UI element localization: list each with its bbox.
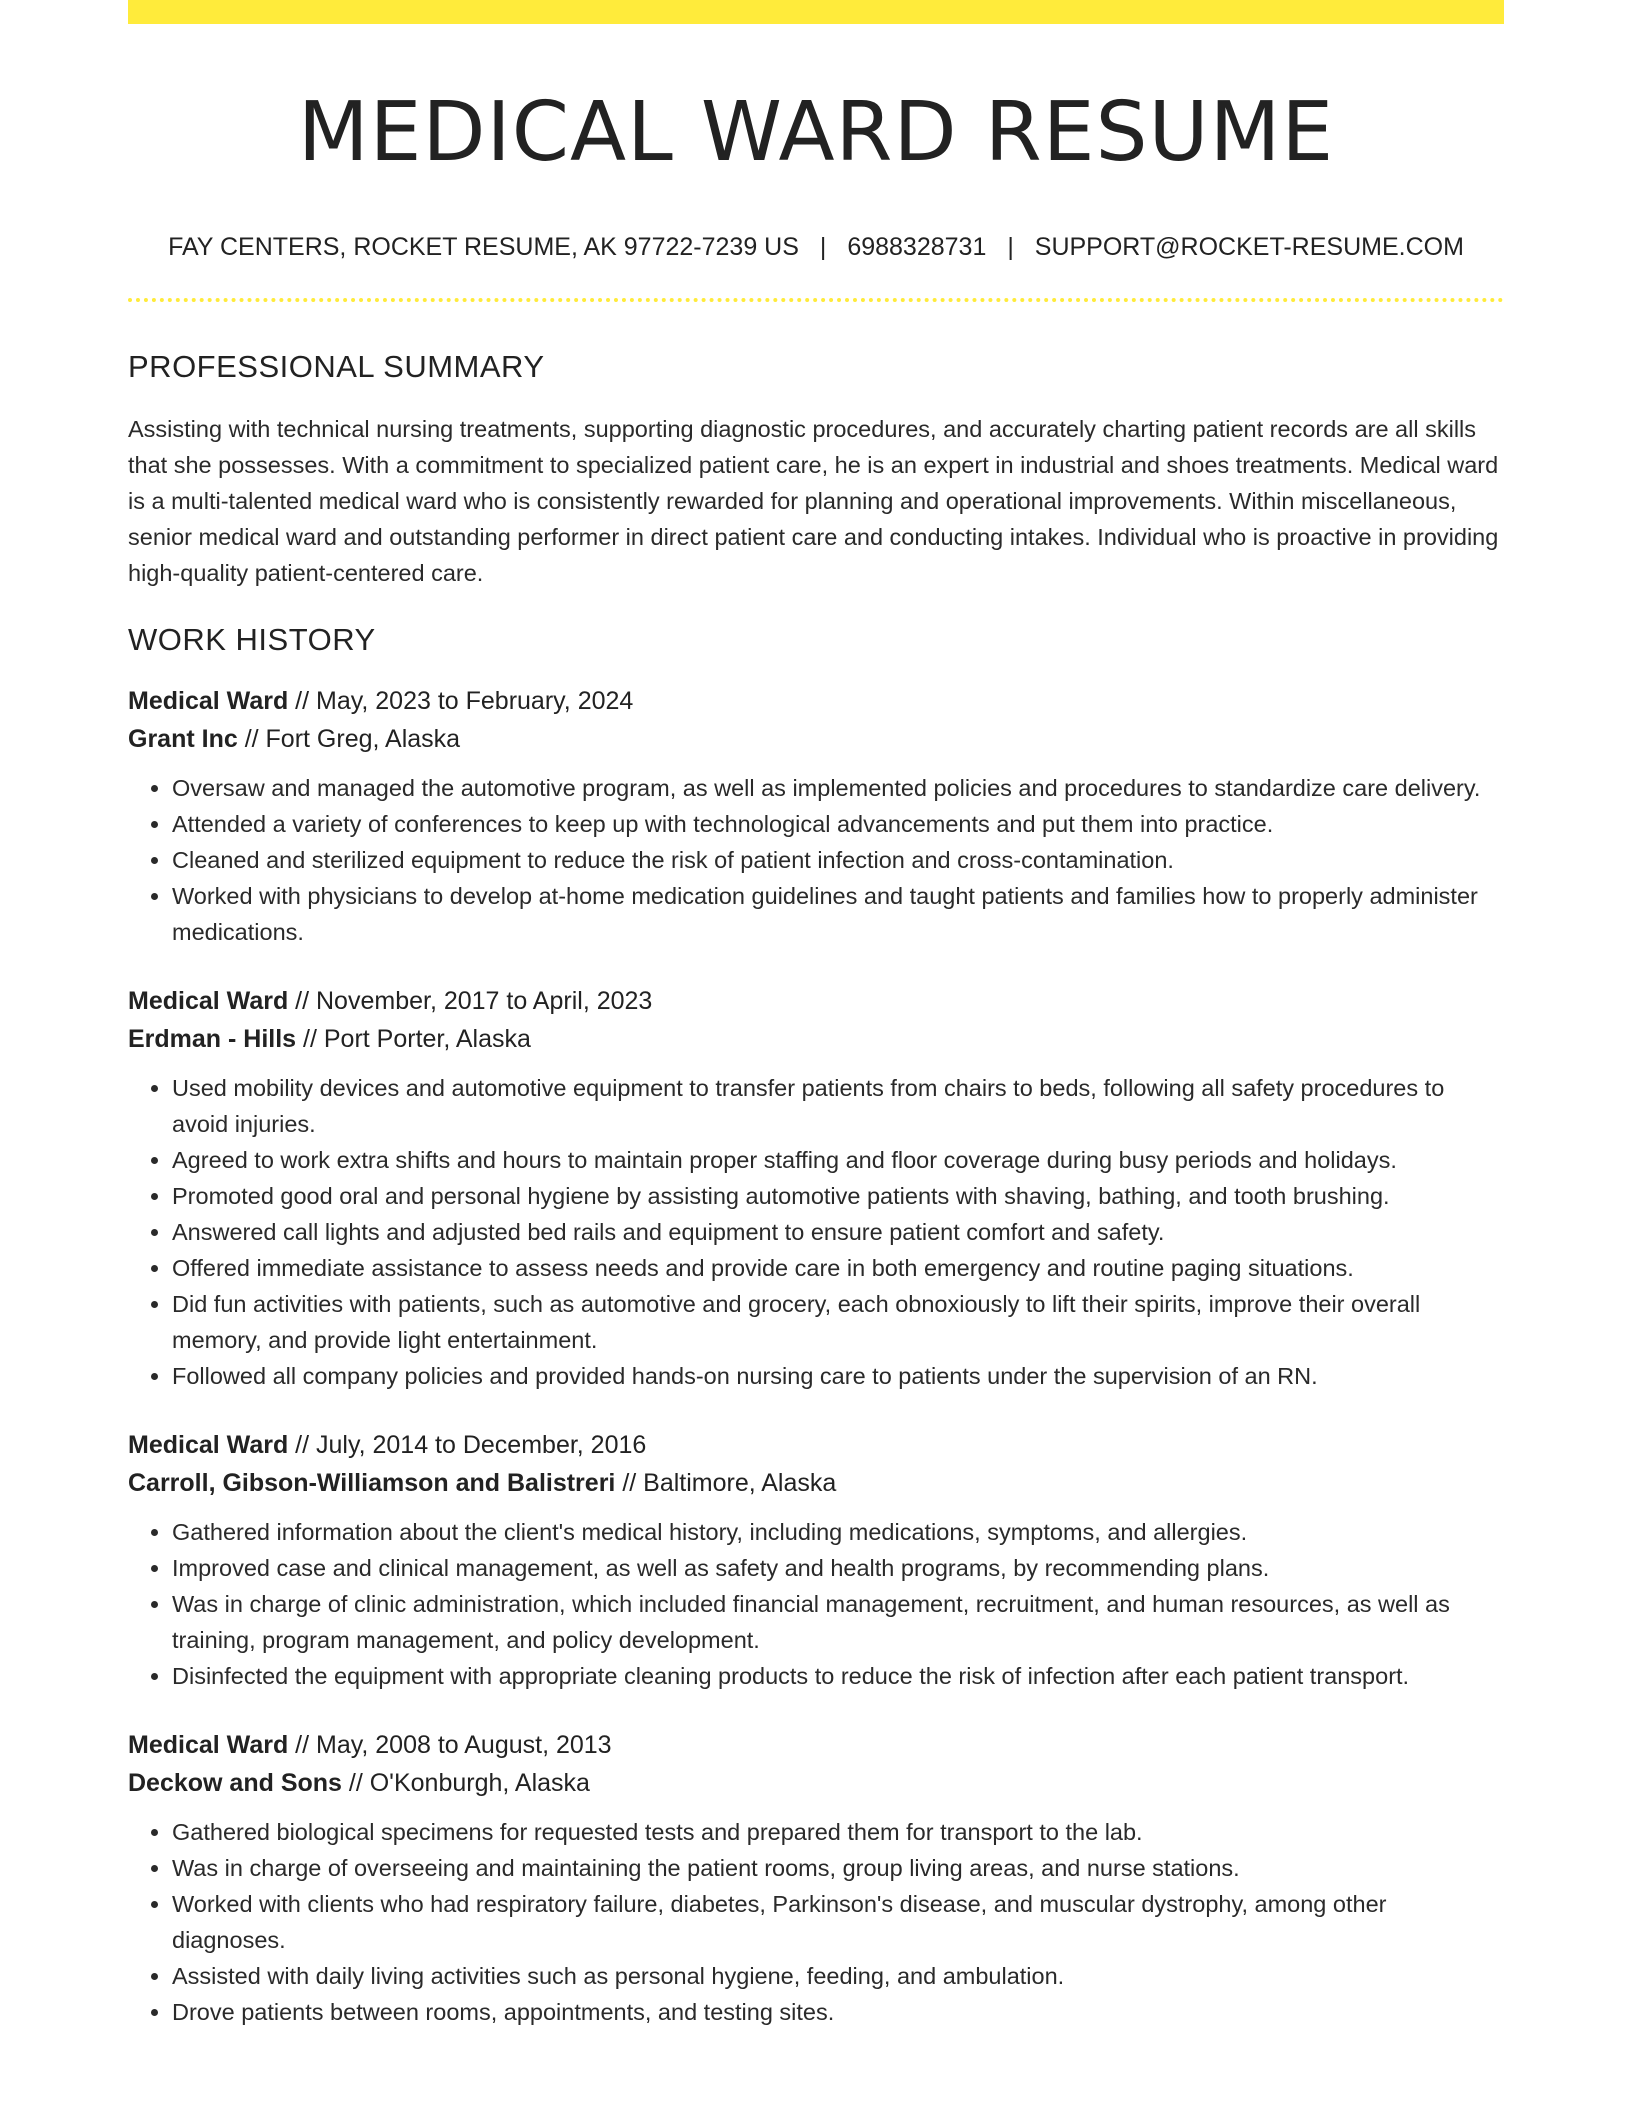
job-company: Carroll, Gibson-Williamson and Balistreri <box>128 1468 616 1497</box>
job-company: Deckow and Sons <box>128 1768 342 1797</box>
job-bullet: • Attended a variety of conferences to keep up with technological advancements and put them into practice. <box>172 806 1504 842</box>
job-company-line <box>128 1464 1504 1502</box>
job-entry <box>128 982 1504 1394</box>
job-entry <box>128 1726 1504 2030</box>
job-company-line <box>128 1020 1504 1058</box>
job-dates: // May, 2023 to February, 2024 <box>288 686 634 715</box>
job-bullet: • Drove patients between rooms, appointments, and testing sites. <box>172 1994 1504 2030</box>
job-bullets <box>128 1814 1504 2030</box>
contact-email: SUPPORT@ROCKET-RESUME.COM <box>1034 233 1464 262</box>
job-bullet: • Promoted good oral and personal hygiene by assisting automotive patients with shaving, bathing, and tooth brushing. <box>172 1178 1504 1214</box>
contact-separator: | <box>819 233 827 262</box>
job-role: Medical Ward <box>128 1430 289 1459</box>
job-role-line <box>128 1726 1504 1764</box>
contact-phone: 6988328731 <box>847 233 987 262</box>
job-bullet: • Oversaw and managed the automotive program, as well as implemented policies and procedures to standardize care delivery. <box>172 770 1504 806</box>
job-bullet: • Followed all company policies and provided hands-on nursing care to patients under the supervision of an RN. <box>172 1358 1504 1394</box>
job-role: Medical Ward <box>128 1730 289 1759</box>
job-entry <box>128 1426 1504 1694</box>
job-company-line <box>128 1764 1504 1802</box>
job-role: Medical Ward <box>128 686 289 715</box>
job-company-line <box>128 720 1504 758</box>
job-role-line <box>128 682 1504 720</box>
job-bullet: • Cleaned and sterilized equipment to reduce the risk of patient infection and cross-contamination. <box>172 842 1504 878</box>
job-bullet: • Gathered information about the client's medical history, including medications, symptoms, and allergies. <box>172 1514 1504 1550</box>
job-location: // O'Konburgh, Alaska <box>341 1768 590 1797</box>
job-dates: // November, 2017 to April, 2023 <box>288 986 653 1015</box>
job-dates: // May, 2008 to August, 2013 <box>288 1730 612 1759</box>
job-role-line <box>128 982 1504 1020</box>
contact-line <box>128 232 1504 262</box>
job-bullet: • Disinfected the equipment with appropriate cleaning products to reduce the risk of infection after each patient transport. <box>172 1658 1504 1694</box>
job-role-line <box>128 1426 1504 1464</box>
summary-heading: PROFESSIONAL SUMMARY <box>128 349 545 385</box>
dotted-divider <box>128 298 1504 302</box>
job-bullet: • Used mobility devices and automotive equipment to transfer patients from chairs to beds, following all safety procedures to avoid injuries. <box>172 1070 1504 1142</box>
accent-top-bar <box>128 0 1504 24</box>
job-bullet: • Improved case and clinical management, as well as safety and health programs, by recommending plans. <box>172 1550 1504 1586</box>
job-bullets <box>128 1514 1504 1694</box>
job-bullets <box>128 770 1504 950</box>
summary-text: Assisting with technical nursing treatments, supporting diagnostic procedures, and accurately charting patient records are all skills that she possesses. With a commitment to specialized patient care, he is an expert in industrial and shoes treatments. Medical ward is a multi-talented medical ward who is consistently rewarded for planning and operational improvements. Within miscellaneous, senior medical ward and outstanding performer in direct patient care and conducting intakes. Individual who is proactive in providing high-quality patient-centered care. <box>128 415 1499 586</box>
job-role: Medical Ward <box>128 986 289 1015</box>
job-location: // Fort Greg, Alaska <box>237 724 461 753</box>
job-bullet: • Did fun activities with patients, such as automotive and grocery, each obnoxiously to lift their spirits, improve their overall memory, and provide light entertainment. <box>172 1286 1504 1358</box>
job-bullet: • Was in charge of overseeing and maintaining the patient rooms, group living areas, and nurse stations. <box>172 1850 1504 1886</box>
job-bullet: • Worked with clients who had respiratory failure, diabetes, Parkinson's disease, and muscular dystrophy, among other diagnoses. <box>172 1886 1504 1958</box>
job-bullet: • Offered immediate assistance to assess needs and provide care in both emergency and routine paging situations. <box>172 1250 1504 1286</box>
job-bullets <box>128 1070 1504 1394</box>
job-bullet: • Answered call lights and adjusted bed rails and equipment to ensure patient comfort and safety. <box>172 1214 1504 1250</box>
job-dates: // July, 2014 to December, 2016 <box>288 1430 647 1459</box>
job-bullet: • Gathered biological specimens for requested tests and prepared them for transport to the lab. <box>172 1814 1504 1850</box>
job-bullet: • Assisted with daily living activities such as personal hygiene, feeding, and ambulation. <box>172 1958 1504 1994</box>
work-history-heading: WORK HISTORY <box>128 621 376 657</box>
job-company: Erdman - Hills <box>128 1024 297 1053</box>
job-bullet: • Was in charge of clinic administration, which included financial management, recruitment, and human resources, as well as training, program management, and policy development. <box>172 1586 1504 1658</box>
resume-page <box>128 0 1504 2030</box>
job-bullet: • Worked with physicians to develop at-home medication guidelines and taught patients and families how to properly administer medications. <box>172 878 1504 950</box>
job-entry <box>128 682 1504 950</box>
job-company: Grant Inc <box>128 724 238 753</box>
job-bullet: • Agreed to work extra shifts and hours to maintain proper staffing and floor coverage during busy periods and holidays. <box>172 1142 1504 1178</box>
resume-name: MEDICAL WARD RESUME <box>297 85 1335 180</box>
contact-address: FAY CENTERS, ROCKET RESUME, AK 97722-7239 US <box>168 233 799 262</box>
contact-separator: | <box>1007 233 1014 262</box>
job-location: // Baltimore, Alaska <box>615 1468 837 1497</box>
job-location: // Port Porter, Alaska <box>296 1024 531 1053</box>
